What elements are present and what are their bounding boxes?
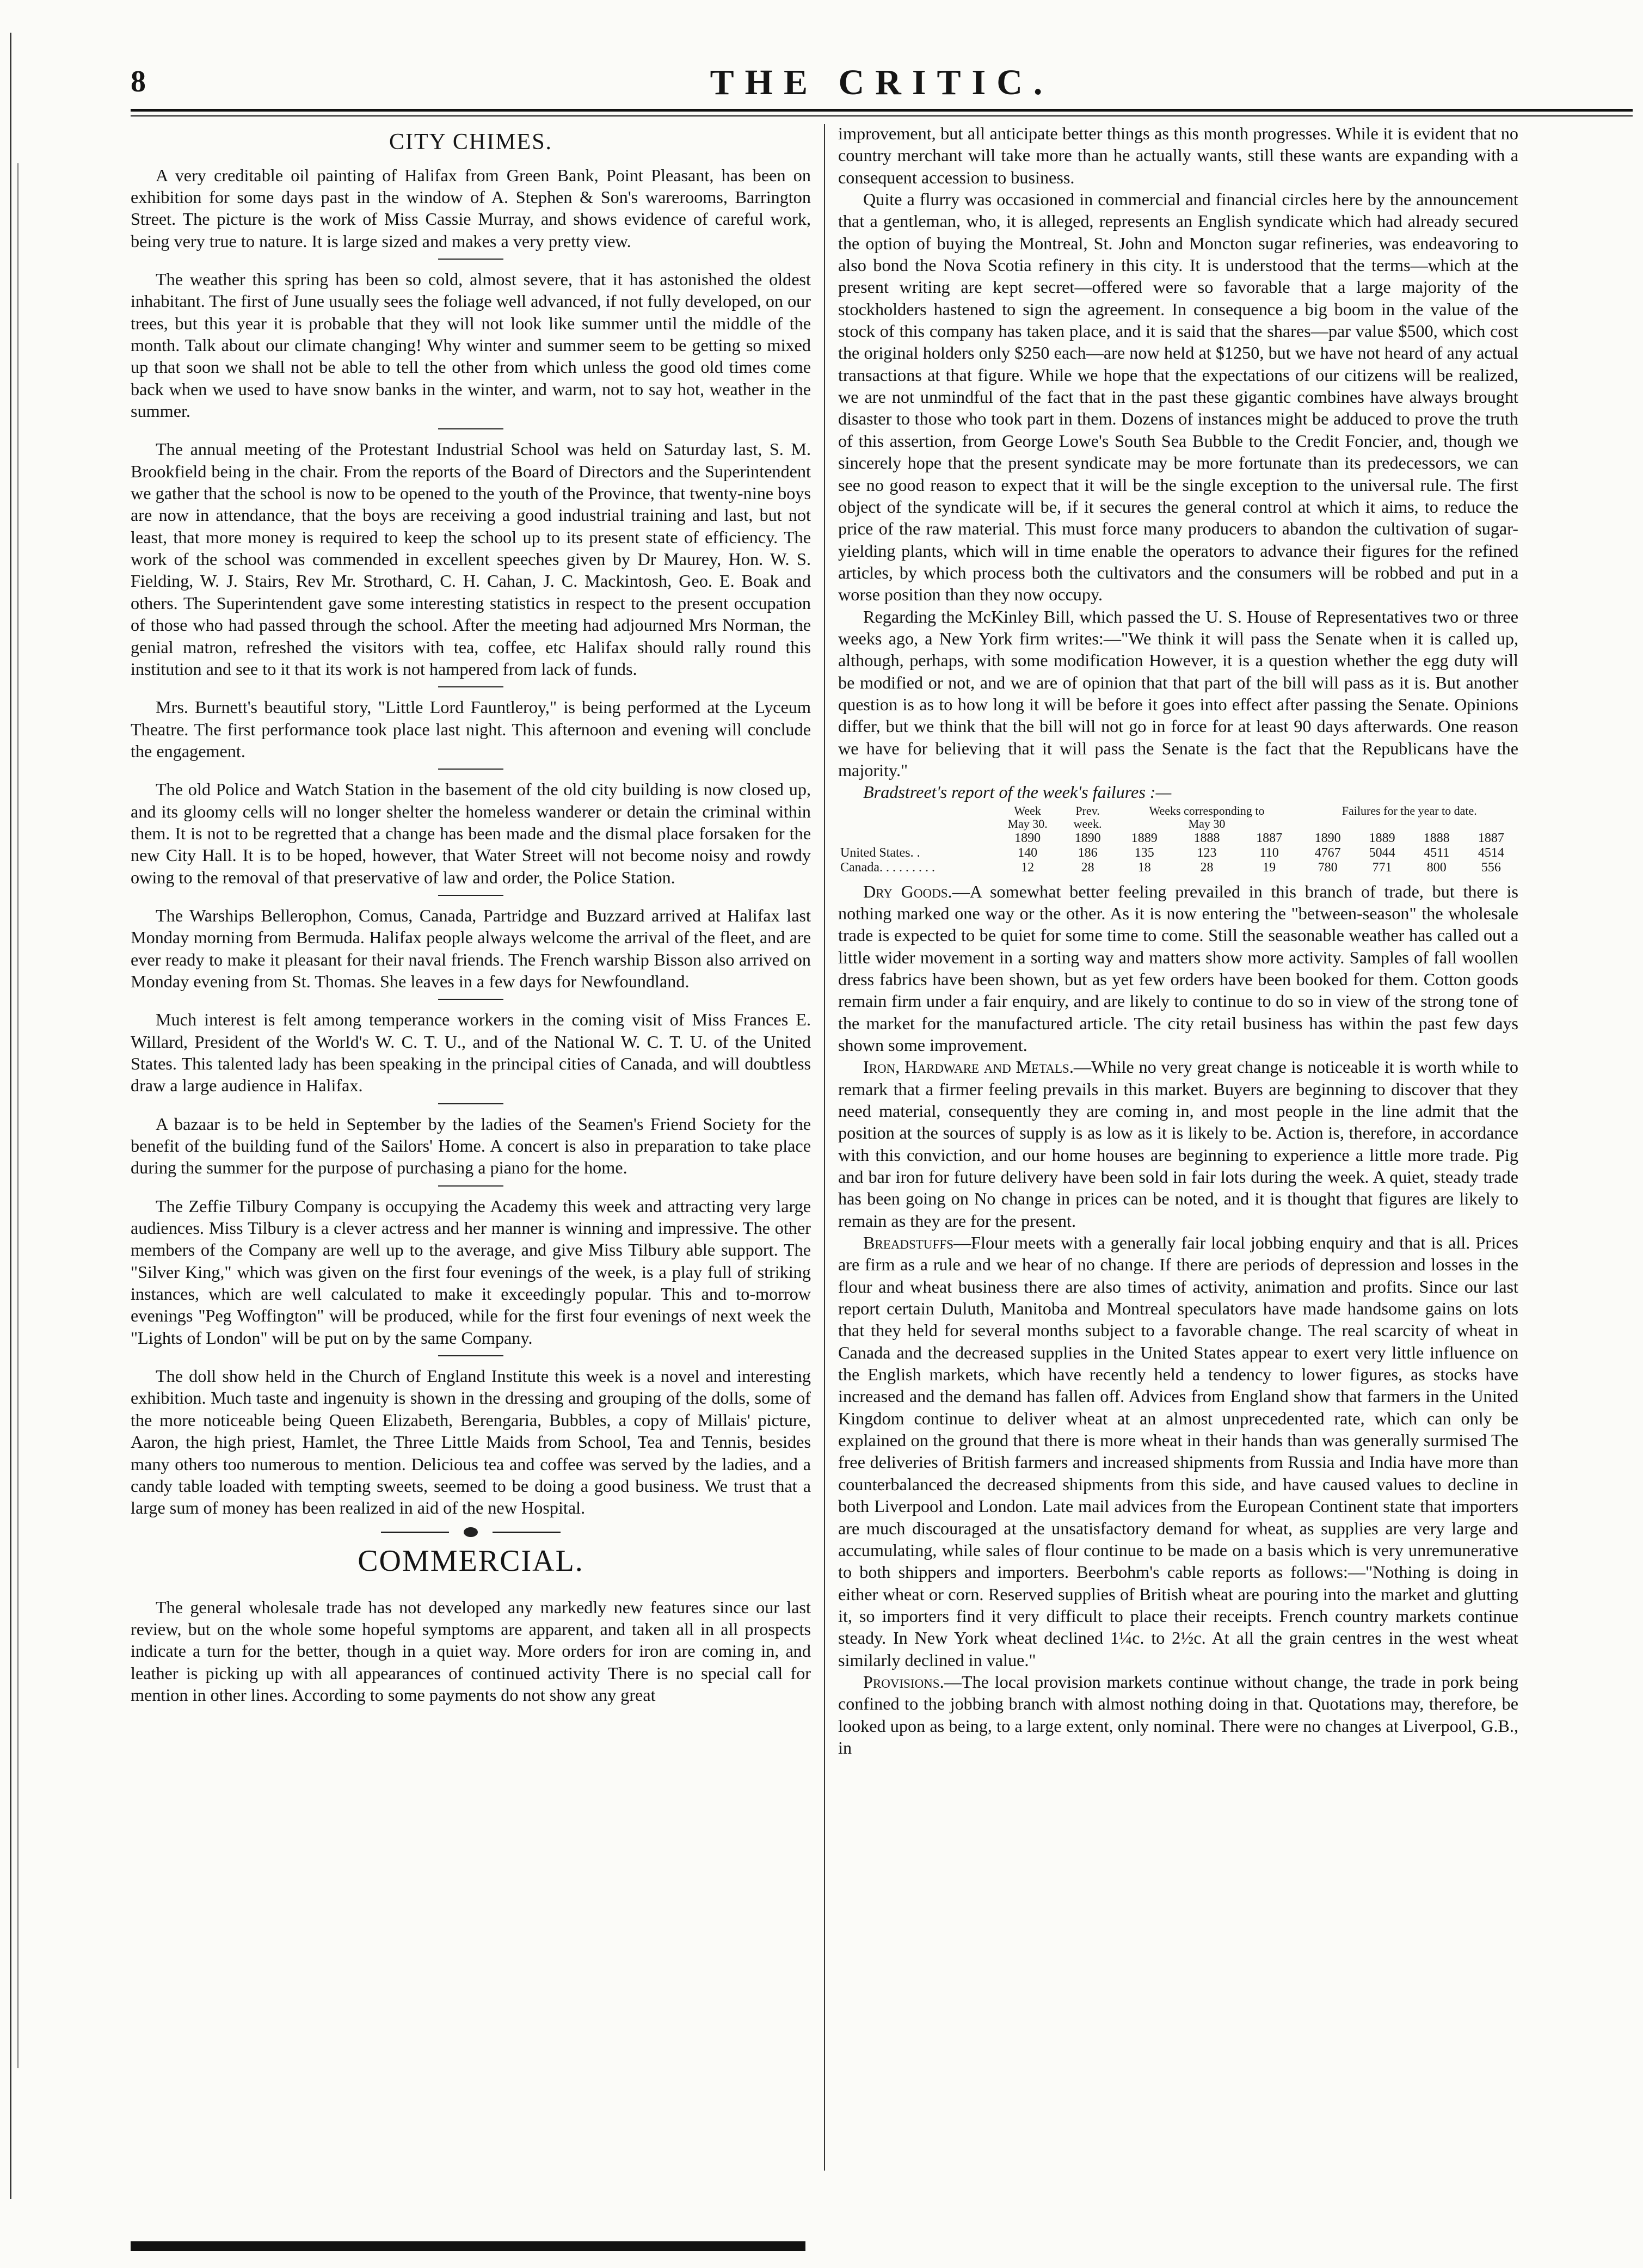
header-rule [131, 109, 1633, 112]
page-header [131, 64, 1633, 108]
left-column [131, 122, 811, 2169]
bottom-edge-bar [131, 2241, 805, 2251]
article-paragraph: Mrs. Burnett's beautiful story, "Little Lord Fauntleroy," is being performed at the Lyceum Theatre. The first performance took place last night. This afternoon and evening will conclude the engagement. [131, 697, 811, 761]
section-title-city-chimes: CITY CHIMES. [389, 130, 553, 155]
ornamental-separator [381, 1527, 561, 1538]
right-column [838, 122, 1518, 2169]
masthead-title: THE CRITIC. [710, 63, 1054, 102]
article-paragraph: The weather this spring has been so cold, almost severe, that it has astonished the oldest inhabitant. The first of June usually sees the foliage well advanced, if not fully developed, on our trees, but this year it is probable that they will not look like summer until the middle of the month. Talk about our climate changing! Why winter and summer seem to be getting so mixed up that soon we shall not be able to tell the other from which unless the good old times come back when we used to have snow banks in the winter, and warm, not to say hot, weather in the summer. [131, 269, 811, 421]
trade-section-iron: Iron, Hardware and Metals.—While no very great change is noticeable it is worth while to remark that a firmer feeling prevails in this market. Buyers are beginning to discover that they need material, consequently they are coming in, and most people in the line admit that the position at the sources of supply is as low as it is likely to be. Action is, therefore, in accordance with this conviction, and our home houses are beginning to experience a little more trade. Pig and bar iron for future delivery have been sold in fair lots during the week. A quiet, steady trade has been going on No change in prices can be noted, and it is thought that figures are likely to remain as they are for the present. [838, 1057, 1518, 1231]
section-title-commercial: COMMERCIAL. [358, 1544, 584, 1578]
header-rule-thin [131, 115, 1633, 116]
column-divider [824, 124, 825, 2171]
page-number: 8 [131, 65, 146, 99]
bradstreet-intro: Bradstreet's report of the week's failures :— [863, 782, 1172, 802]
article-paragraph: The Warships Bellerophon, Comus, Canada, Partridge and Buzzard arrived at Halifax last Monday morning from Bermuda. Halifax people always welcome the arrival of the fleet, and are ever ready to make it pleasant for their naval friends. The French warship Bisson also arrived on Monday evening from St. Thomas. She leaves in a few days for Newfoundland. [131, 905, 811, 991]
left-margin-rule-inner [17, 163, 19, 2068]
table-row: United States. . 140 186 135 123 110 4767 5044 4511 4514 [840, 845, 1504, 860]
article-paragraph: The annual meeting of the Protestant Industrial School was held on Saturday last, S. M. Brookfield being in the chair. From the reports of the Board of Directors and the Superintendent we gather that the school is now to be opened to the youth of the Province, that twenty-nine boys are now in attendance, that the boys are receiving a good industrial training and last, but not least, that more money is required to keep the school up to its present state of efficiency. The work of the school was commended in excellent speeches given by Dr Maurey, Hon. W. S. Fielding, W. J. Stairs, Rev Mr. Strothard, C. H. Cahan, J. C. Mackintosh, Geo. E. Boak and others. The Superintendent gave some interesting statistics in respect to the present occupation of those who had passed through the school. After the meeting had adjourned Mrs Norman, the genial matron, refreshed the visitors with tea, coffee, etc Halifax should rally round this institution and see to it that its work is not hampered from lack of funds. [131, 439, 811, 679]
article-paragraph: Regarding the McKinley Bill, which passed the U. S. House of Representatives two or three weeks ago, a New York firm writes:—"We think it will pass the Senate when it is called up, although, perhaps, with some modification However, it is a question whether the egg duty will be modified or not, and we are of opinion that that part of the bill will pass as it is. But another question is as to how long it will be before it goes into effect after passing the Senate. Opinions differ, but we think that the bill will not go in force for at least 90 days afterwards. One reason we have for believing that it will pass the Senate is the fact that the Republicans have the majority." [838, 606, 1518, 780]
commercial-paragraph: The general wholesale trade has not developed any markedly new features since our last review, but on the whole some hopeful symptoms are apparent, and taken all in all prospects indicate a turn for the better, though in a quiet way. More orders for iron are coming in, and leather is picking up with all appearances of continued activity There is no special call for mention in other lines. According to some payments do not show any great [131, 1597, 811, 1705]
article-paragraph: A bazaar is to be held in September by the ladies of the Seamen's Friend Society for the benefit of the building fund of the Sailors' Home. A concert is also in preparation to take place during the summer for the purpose of purchasing a piano for the home. [131, 1114, 811, 1178]
article-separator [438, 428, 503, 429]
article-paragraph: The old Police and Watch Station in the basement of the old city building is now closed up, and its gloomy cells will no longer shelter the homeless wanderer or detain the criminal within them. It is not to be regretted that a change has been made and the dismal place forsaken for the new City Hall. It is to be hoped, however, that Water Street will not become noisy and rowdy owing to the removal of that preservative of law and order, the Police Station. [131, 779, 811, 887]
article-separator [438, 686, 503, 687]
trade-section-breadstuffs: Breadstuffs—Flour meets with a generally fair local jobbing enquiry and that is all. Prices are firm as a rule and we hear of no change. If there are periods of depression and losses in the flour and wheat business there are also times of activity, animation and profits. Since our last report certain Duluth, Manitoba and Montreal speculators have made handsome gains on lots that they held for several months subject to a favorable change. The real scarcity of wheat in Canada and the decreased supplies in the United States appear to exert very little influence on the English markets, which have recently held a tendency to lower figures, as stocks have increased and the demand has fallen off. Advices from England show that farmers in the United Kingdom continue to deliver wheat at an almost unprecedented rate, which can only be explained on the ground that there is more wheat in their hands than was generally surmised The free deliveries of British farmers and increased shipments from Russia and India have more than counterbalanced the decreased shipments from this side, and have caused values to decline in both Liverpool and London. Late mail advices from the European Continent state that importers are much discouraged at the unsatisfactory demand for wheat, as supplies are very large and accumulating, while sales of flour continue to be made on a basis which is very unremunerative to both shippers and importers. Beerbohm's cable reports as follows:—"Nothing is doing in either wheat or corn. Reserved supplies of British wheat are pouring into the market and glutting it, so importers find it very difficult to place their receipts. French country markets continue steady. In New York wheat declined 1¼c. to 2½c. At all the grain centres in the west wheat similarly declined in value." [838, 1233, 1518, 1670]
article-separator [438, 895, 503, 896]
article-separator [438, 259, 503, 260]
table-year-row: 1890 1890 1889 1888 1887 1890 1889 1888 1887 [1014, 831, 1504, 845]
article-separator [438, 769, 503, 770]
article-paragraph: Quite a flurry was occasioned in commercial and financial circles here by the announcement that a gentleman, who, it is alleged, represents an English syndicate which had already secured the option of buying the Montreal, St. John and Moncton sugar refineries, was endeavoring to also bond the Nova Scotia refinery in this city. It is understood that the terms—which at the present writing are kept secret—offered were so favorable that a large majority of the stockholders hastened to sign the agreement. In consequence a big boom in the value of the stock of this company has taken place, and it is said that the shares—par value $500, which cost the original holders only $250 each—are now held at $1250, but we have not heard of any actual transactions at that figure. While we hope that the expectations of our citizens will be realized, we are not unmindful of the fact that in the past these gigantic combines have always brought disaster to those who took part in them. Dozens of instances might be adduced to prove the truth of this assertion, from George Lowe's South Sea Bubble to the Credit Foncier, and, though we sincerely hope that the present syndicate may be more fortunate than its predecessors, we can see no good reason to expect that it will be the single exception to the universal rule. The first object of the syndicate will be, if it secures the general control at which it aims, to reduce the price of the raw material. This must force many producers to abandon the cultivation of sugar-yielding plants, which will in time enable the operators to advance their figures for the refined articles, by which process both the cultivators and the consumers will be robbed and put in a worse position than they now occupy. [838, 189, 1518, 605]
article-separator [438, 1355, 503, 1356]
article-paragraph: The Zeffie Tilbury Company is occupying the Academy this week and attracting very large audiences. Miss Tilbury is a clever actress and her manner is winning and impressive. The other members of the Company are well up to the average, and give Miss Tilbury able support. The "Silver King," which was given on the first four evenings of the week, is a play full of striking instances, which are well calculated to make it exceedingly popular. This and to-morrow evenings "Peg Woffington" will be produced, while for the first four evenings of next week the "Lights of London" will be put on by the same Company. [131, 1196, 811, 1348]
table-row: Canada. . . . . . . . . 12 28 18 28 19 780 771 800 556 [840, 860, 1501, 875]
article-paragraph: A very creditable oil painting of Halifax from Green Bank, Point Pleasant, has been on exhibition for some days past in the window of A. Stephen & Son's warerooms, Barrington Street. The picture is the work of Miss Cassie Murray, and shows evidence of careful work, being very true to nature. It is large sized and makes a very pretty view. [131, 165, 811, 251]
failures-table: Week Prev. Weeks corresponding to Failures for the year to date. May 30. week. May 30 1890 1890 1889 1888 1887 1890 1889 1888 1887 United States. . 140 186 135 123 110 4767 5044 4511 4514 Canada. . . . . . . . . 12 28 18 28 19 780 771 800 556 [838, 804, 1518, 875]
article-paragraph: The doll show held in the Church of England Institute this week is a novel and interesting exhibition. Much taste and ingenuity is shown in the dressing and grouping of the dolls, some of the more noticeable being Queen Elizabeth, Berengaria, Bubbles, a copy of Millais' picture, Aaron, the high priest, Hamlet, the Three Little Maids from School, Tea and Tennis, besides many others too numerous to mention. Delicious tea and coffee was served by the ladies, and a candy table loaded with tempting sweets, seemed to be doing a good business. We trust that a large sum of money has been realized in aid of the new Hospital. [131, 1366, 811, 1518]
article-paragraph: Much interest is felt among temperance workers in the coming visit of Miss Frances E. Willard, President of the World's W. C. T. U., and of the National W. C. T. U. of the United States. This talented lady has been speaking in the principal cities of Canada, and will doubtless draw a large audience in Halifax. [131, 1010, 811, 1096]
article-separator [438, 999, 503, 1000]
trade-section-provisions: Provisions.—The local provision markets continue without change, the trade in pork being confined to the jobbing branch with almost nothing doing in that. Quotations may, therefore, be looked upon as being, to a large extent, only nominal. There were no changes at Liverpool, G.B., in [838, 1671, 1518, 1757]
article-paragraph: improvement, but all anticipate better things as this month progresses. While it is evident that no country merchant will take more than he actually wants, still these wants are expanding with a consequent accession to business. [838, 124, 1518, 187]
article-separator [438, 1185, 503, 1187]
trade-section-dry-goods: Dry Goods.—A somewhat better feeling prevailed in this branch of trade, but there is nothing marked one way or the other. As it is now entering the "between-season" the wholesale trade is expected to be quiet for some time to come. Still the seasonable weather has called out a little wider movement in a sorting way and matters show more activity. Samples of fall woollen dress fabrics have been shown, but as yet few orders have been booked for them. Cotton goods remain firm under a fair enquiry, and are likely to continue to do so in view of the strong tone of the market for the manufactured article. The city retail business has within the past few days shown some improvement. [838, 881, 1518, 1055]
left-margin-rule [10, 33, 11, 2199]
article-separator [438, 1103, 503, 1104]
